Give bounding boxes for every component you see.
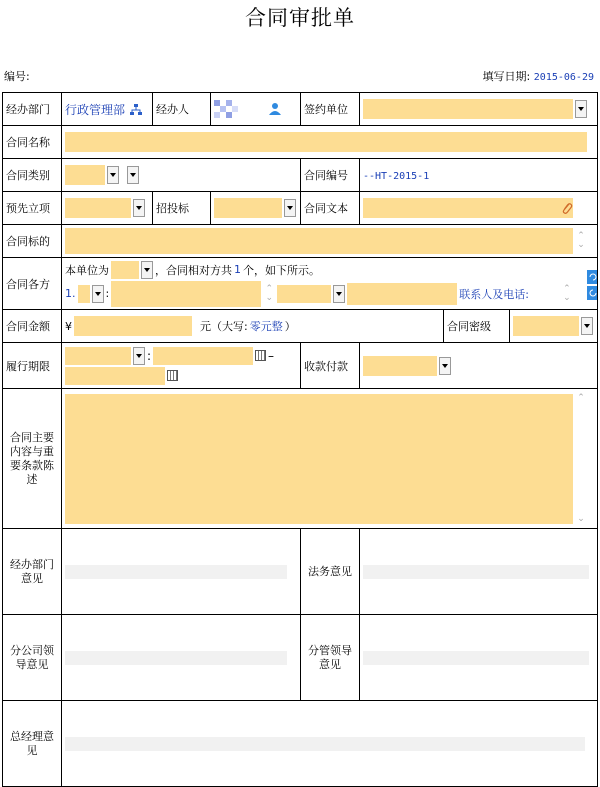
- row-subject: [3, 225, 598, 258]
- contact-scroll-icon[interactable]: ⌃ ⌄: [563, 283, 571, 303]
- currency-symbol: ¥: [65, 319, 72, 333]
- own-unit-role-dropdown-icon[interactable]: [141, 261, 153, 279]
- sign-unit-select[interactable]: [363, 99, 573, 119]
- supervisor-label: 分管领导意见: [301, 615, 360, 701]
- fill-date-label: 填写日期:: [482, 70, 531, 83]
- contract-subtype-dropdown-icon[interactable]: [127, 166, 139, 184]
- contact-label: 联系人及电话:: [459, 287, 529, 301]
- contract-name-cell: [62, 126, 598, 159]
- counter-text-b: 个，如下所示。: [243, 263, 320, 277]
- dept-cell: [62, 93, 153, 126]
- contract-amount-cell: [62, 310, 444, 343]
- amount-input[interactable]: [74, 316, 192, 336]
- dept-opinion-cell: [62, 529, 301, 615]
- contract-subject-cell: [62, 225, 598, 258]
- user-icon[interactable]: [268, 102, 282, 116]
- page-title: 合同审批单: [245, 6, 355, 30]
- contract-amount-label: 合同金额: [3, 310, 62, 343]
- bid-label: 招投标: [153, 192, 211, 225]
- contract-type-dropdown-icon[interactable]: [107, 166, 119, 184]
- bid-select[interactable]: [214, 198, 282, 218]
- contract-secret-label: 合同密级: [444, 310, 510, 343]
- contract-subject-textarea[interactable]: [65, 228, 573, 254]
- bid-dropdown-icon[interactable]: [284, 199, 296, 217]
- preproject-label: 预先立项: [3, 192, 62, 225]
- contract-name-label: 合同名称: [3, 126, 62, 159]
- own-unit-role-select[interactable]: [111, 261, 139, 279]
- content-label: 合同主要内容与重要条款陈述: [3, 389, 62, 529]
- payment-label: 收款付款: [301, 343, 360, 389]
- branch-leader-input[interactable]: [65, 651, 287, 665]
- supervisor-cell: [360, 615, 598, 701]
- amount-close-paren: ）: [284, 320, 296, 333]
- bid-cell: [211, 192, 301, 225]
- sign-unit-label: 签约单位: [301, 93, 360, 126]
- supervisor-input[interactable]: [363, 651, 589, 665]
- contract-parties-cell: [62, 258, 598, 310]
- row-period: [3, 343, 598, 389]
- period-type-dropdown-icon[interactable]: [133, 347, 145, 365]
- sign-unit-cell: [360, 93, 598, 126]
- org-tree-icon[interactable]: [129, 103, 143, 117]
- party-role-select[interactable]: [78, 285, 90, 303]
- content-textarea[interactable]: [65, 394, 573, 524]
- subject-scroll-icon[interactable]: ⌃ ⌄: [577, 231, 585, 250]
- period-end-input[interactable]: [65, 367, 165, 385]
- start-calendar-icon[interactable]: [255, 350, 266, 361]
- contract-code-label: 合同编号: [301, 159, 360, 192]
- party-type-select[interactable]: [277, 285, 331, 303]
- party-colon: :: [105, 287, 110, 300]
- period-dash: –: [268, 348, 275, 363]
- party-type-dropdown-icon[interactable]: [333, 285, 345, 303]
- contract-text-cell: [360, 192, 598, 225]
- contract-type-cell: [62, 159, 301, 192]
- preproject-cell: [62, 192, 153, 225]
- period-colon: :: [147, 348, 152, 363]
- branch-leader-cell: [62, 615, 301, 701]
- handler-cell: [211, 93, 301, 126]
- contract-parties-label: 合同各方: [3, 258, 62, 310]
- counter-count: 1: [234, 263, 241, 276]
- dept-label: 经办部门: [3, 93, 62, 126]
- row-content: [3, 389, 598, 529]
- amount-upper: 零元整: [249, 320, 283, 333]
- legal-opinion-input[interactable]: [363, 565, 589, 579]
- number-label: 编号:: [4, 70, 30, 83]
- party-name-input[interactable]: [111, 281, 261, 307]
- sign-unit-dropdown-icon[interactable]: [575, 100, 587, 118]
- row-name: [3, 126, 598, 159]
- contract-text-input[interactable]: [363, 198, 573, 218]
- preproject-select[interactable]: [65, 198, 131, 218]
- gm-opinion-cell: [62, 701, 598, 787]
- attachment-icon[interactable]: [561, 201, 573, 215]
- row-dept: [3, 93, 598, 126]
- period-type-select[interactable]: [65, 347, 131, 365]
- own-unit-label: 本单位为: [65, 263, 109, 277]
- row-opinions-2: [3, 615, 598, 701]
- party-contact-input[interactable]: [347, 283, 457, 305]
- row-parties: [3, 258, 598, 310]
- content-scroll-icon[interactable]: ⌃ ⌄: [577, 392, 585, 524]
- payment-select[interactable]: [363, 356, 437, 376]
- gm-opinion-input[interactable]: [65, 737, 585, 751]
- payment-dropdown-icon[interactable]: [439, 357, 451, 375]
- legal-opinion-cell: [360, 529, 598, 615]
- fill-date-value[interactable]: 2015-06-29: [533, 72, 594, 83]
- fill-date: [483, 68, 594, 84]
- refresh-icon[interactable]: [587, 270, 598, 300]
- contract-text-label: 合同文本: [301, 192, 360, 225]
- contract-type-label: 合同类别: [3, 159, 62, 192]
- handler-label: 经办人: [153, 93, 211, 126]
- party-role-dropdown-icon[interactable]: [92, 285, 104, 303]
- preproject-dropdown-icon[interactable]: [133, 199, 145, 217]
- row-preproject: [3, 192, 598, 225]
- yuan-label: 元（大写:: [200, 320, 248, 333]
- end-calendar-icon[interactable]: [167, 370, 178, 381]
- party-index: 1.: [65, 287, 76, 300]
- secret-dropdown-icon[interactable]: [581, 317, 593, 335]
- row-gm-opinion: [3, 701, 598, 787]
- legal-opinion-label: 法务意见: [301, 529, 360, 615]
- period-cell: [62, 343, 301, 389]
- dept-opinion-input[interactable]: [65, 565, 287, 579]
- contract-code-value: --HT-2015-1: [363, 171, 430, 182]
- row-type: [3, 159, 598, 192]
- dept-value[interactable]: 行政管理部: [65, 102, 126, 117]
- secret-select[interactable]: [513, 316, 579, 336]
- counter-text-a: ，合同相对方共: [155, 263, 232, 277]
- approval-form: [2, 92, 598, 787]
- contract-type-select[interactable]: [65, 165, 105, 185]
- gm-opinion-label: 总经理意见: [3, 701, 62, 787]
- handler-avatar-icon: [214, 100, 240, 118]
- period-label: 履行期限: [3, 343, 62, 389]
- row-opinions-1: [3, 529, 598, 615]
- period-start-input[interactable]: [153, 347, 253, 365]
- dept-opinion-label: 经办部门意见: [3, 529, 62, 615]
- content-cell: [62, 389, 598, 529]
- party-name-scroll-icon[interactable]: ⌃ ⌄: [265, 283, 273, 303]
- payment-cell: [360, 343, 598, 389]
- contract-name-input[interactable]: [65, 132, 587, 152]
- branch-leader-label: 分公司领导意见: [3, 615, 62, 701]
- row-amount: [3, 310, 598, 343]
- contract-subject-label: 合同标的: [3, 225, 62, 258]
- contract-code-cell: [360, 159, 598, 192]
- contract-secret-cell: [510, 310, 598, 343]
